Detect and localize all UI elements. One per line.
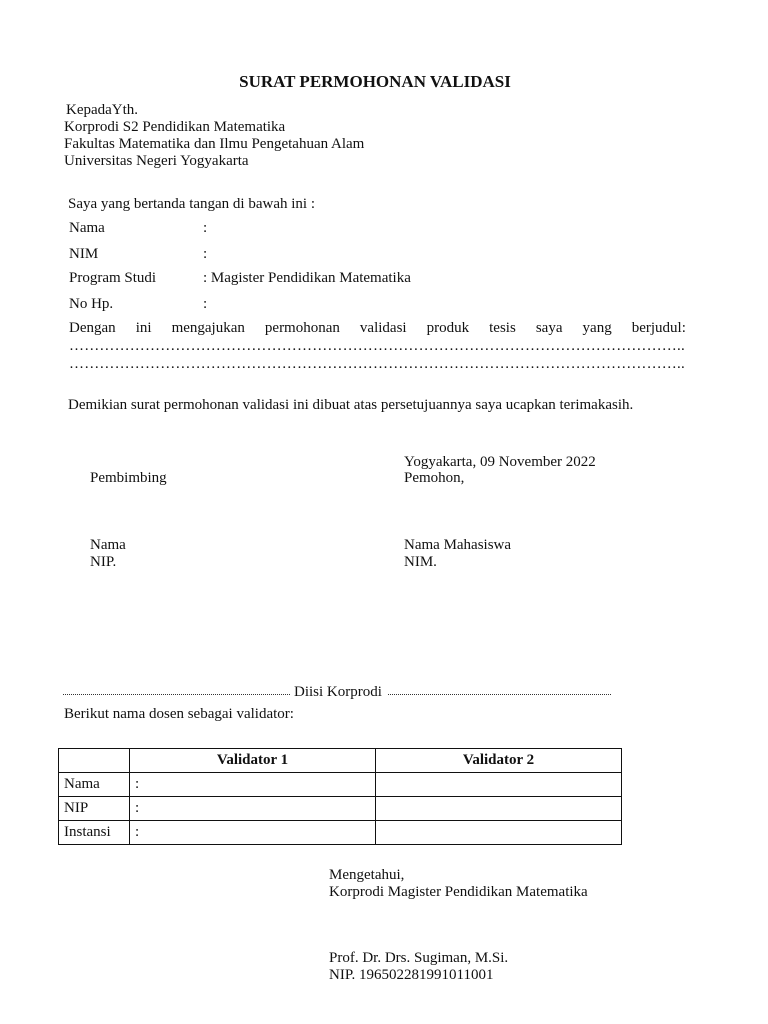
- nama-label: Nama: [69, 220, 105, 236]
- hp-colon: :: [203, 296, 208, 312]
- request-word: ini: [135, 320, 152, 336]
- approver-nip: NIP. 196502281991011001: [329, 967, 494, 983]
- validator-1-cell: :: [130, 773, 376, 797]
- request-word: tesis: [489, 320, 516, 336]
- divider-label: Diisi Korprodi: [294, 684, 382, 700]
- validator-2-cell: [376, 821, 622, 845]
- request-sentence: [69, 320, 686, 337]
- validator-table: [58, 748, 622, 845]
- title-blank-line: …………………………………………………………………………………………………………..: [69, 338, 685, 354]
- row-label: NIP: [59, 797, 130, 821]
- prodi-label: Program Studi: [69, 270, 157, 286]
- place-date: Yogyakarta, 09 November 2022: [404, 454, 596, 470]
- approver-name: Prof. Dr. Drs. Sugiman, M.Si.: [329, 950, 509, 966]
- request-word: saya: [535, 320, 563, 336]
- table-row: [59, 821, 622, 845]
- supervisor-nip: NIP.: [90, 554, 117, 570]
- request-word: Dengan: [69, 320, 116, 336]
- nim-colon: :: [203, 246, 208, 262]
- recipient-greeting: KepadaYth.: [66, 102, 139, 118]
- row-label: Instansi: [59, 821, 130, 845]
- hp-label: No Hp.: [69, 296, 114, 312]
- validator-2-cell: [376, 797, 622, 821]
- row-label: Nama: [59, 773, 130, 797]
- request-word: mengajukan: [171, 320, 245, 336]
- supervisor-role: Pembimbing: [90, 470, 167, 486]
- validator-1-cell: :: [130, 797, 376, 821]
- student-nim: NIM.: [404, 554, 437, 570]
- dotted-divider-left: [63, 694, 290, 695]
- validator-intro: Berikut nama dosen sebagai validator:: [64, 706, 294, 722]
- nama-colon: :: [203, 220, 208, 236]
- dotted-divider-right: [388, 694, 611, 695]
- nim-label: NIM: [69, 246, 99, 262]
- supervisor-name: Nama: [90, 537, 126, 553]
- validator-2-cell: [376, 773, 622, 797]
- table-row: [59, 773, 622, 797]
- recipient-line: Universitas Negeri Yogyakarta: [64, 153, 249, 169]
- letter-title: SURAT PERMOHONAN VALIDASI: [239, 72, 511, 91]
- table-row: [59, 797, 622, 821]
- request-word: yang: [582, 320, 612, 336]
- approval-position: Korprodi Magister Pendidikan Matematika: [329, 884, 588, 900]
- table-header-cell: Validator 2: [376, 749, 622, 773]
- student-name: Nama Mahasiswa: [404, 537, 512, 553]
- title-blank-line: …………………………………………………………………………………………………………..: [69, 356, 685, 372]
- approval-known: Mengetahui,: [329, 867, 405, 883]
- request-word: produk: [426, 320, 470, 336]
- prodi-value: : Magister Pendidikan Matematika: [203, 270, 411, 286]
- table-header-cell: Validator 1: [130, 749, 376, 773]
- request-word: validasi: [359, 320, 407, 336]
- request-word: permohonan: [264, 320, 340, 336]
- table-header-row: [59, 749, 622, 773]
- table-header-cell: [59, 749, 130, 773]
- validator-1-cell: :: [130, 821, 376, 845]
- closing-text: Demikian surat permohonan validasi ini dibuat atas persetujuannya saya ucapkan terimakasih.: [68, 397, 634, 413]
- recipient-line: Fakultas Matematika dan Ilmu Pengetahuan Alam: [64, 136, 365, 152]
- request-word: berjudul:: [631, 320, 686, 336]
- applicant-role: Pemohon,: [404, 470, 465, 486]
- recipient-line: Korprodi S2 Pendidikan Matematika: [64, 119, 286, 135]
- intro-text: Saya yang bertanda tangan di bawah ini :: [68, 196, 316, 212]
